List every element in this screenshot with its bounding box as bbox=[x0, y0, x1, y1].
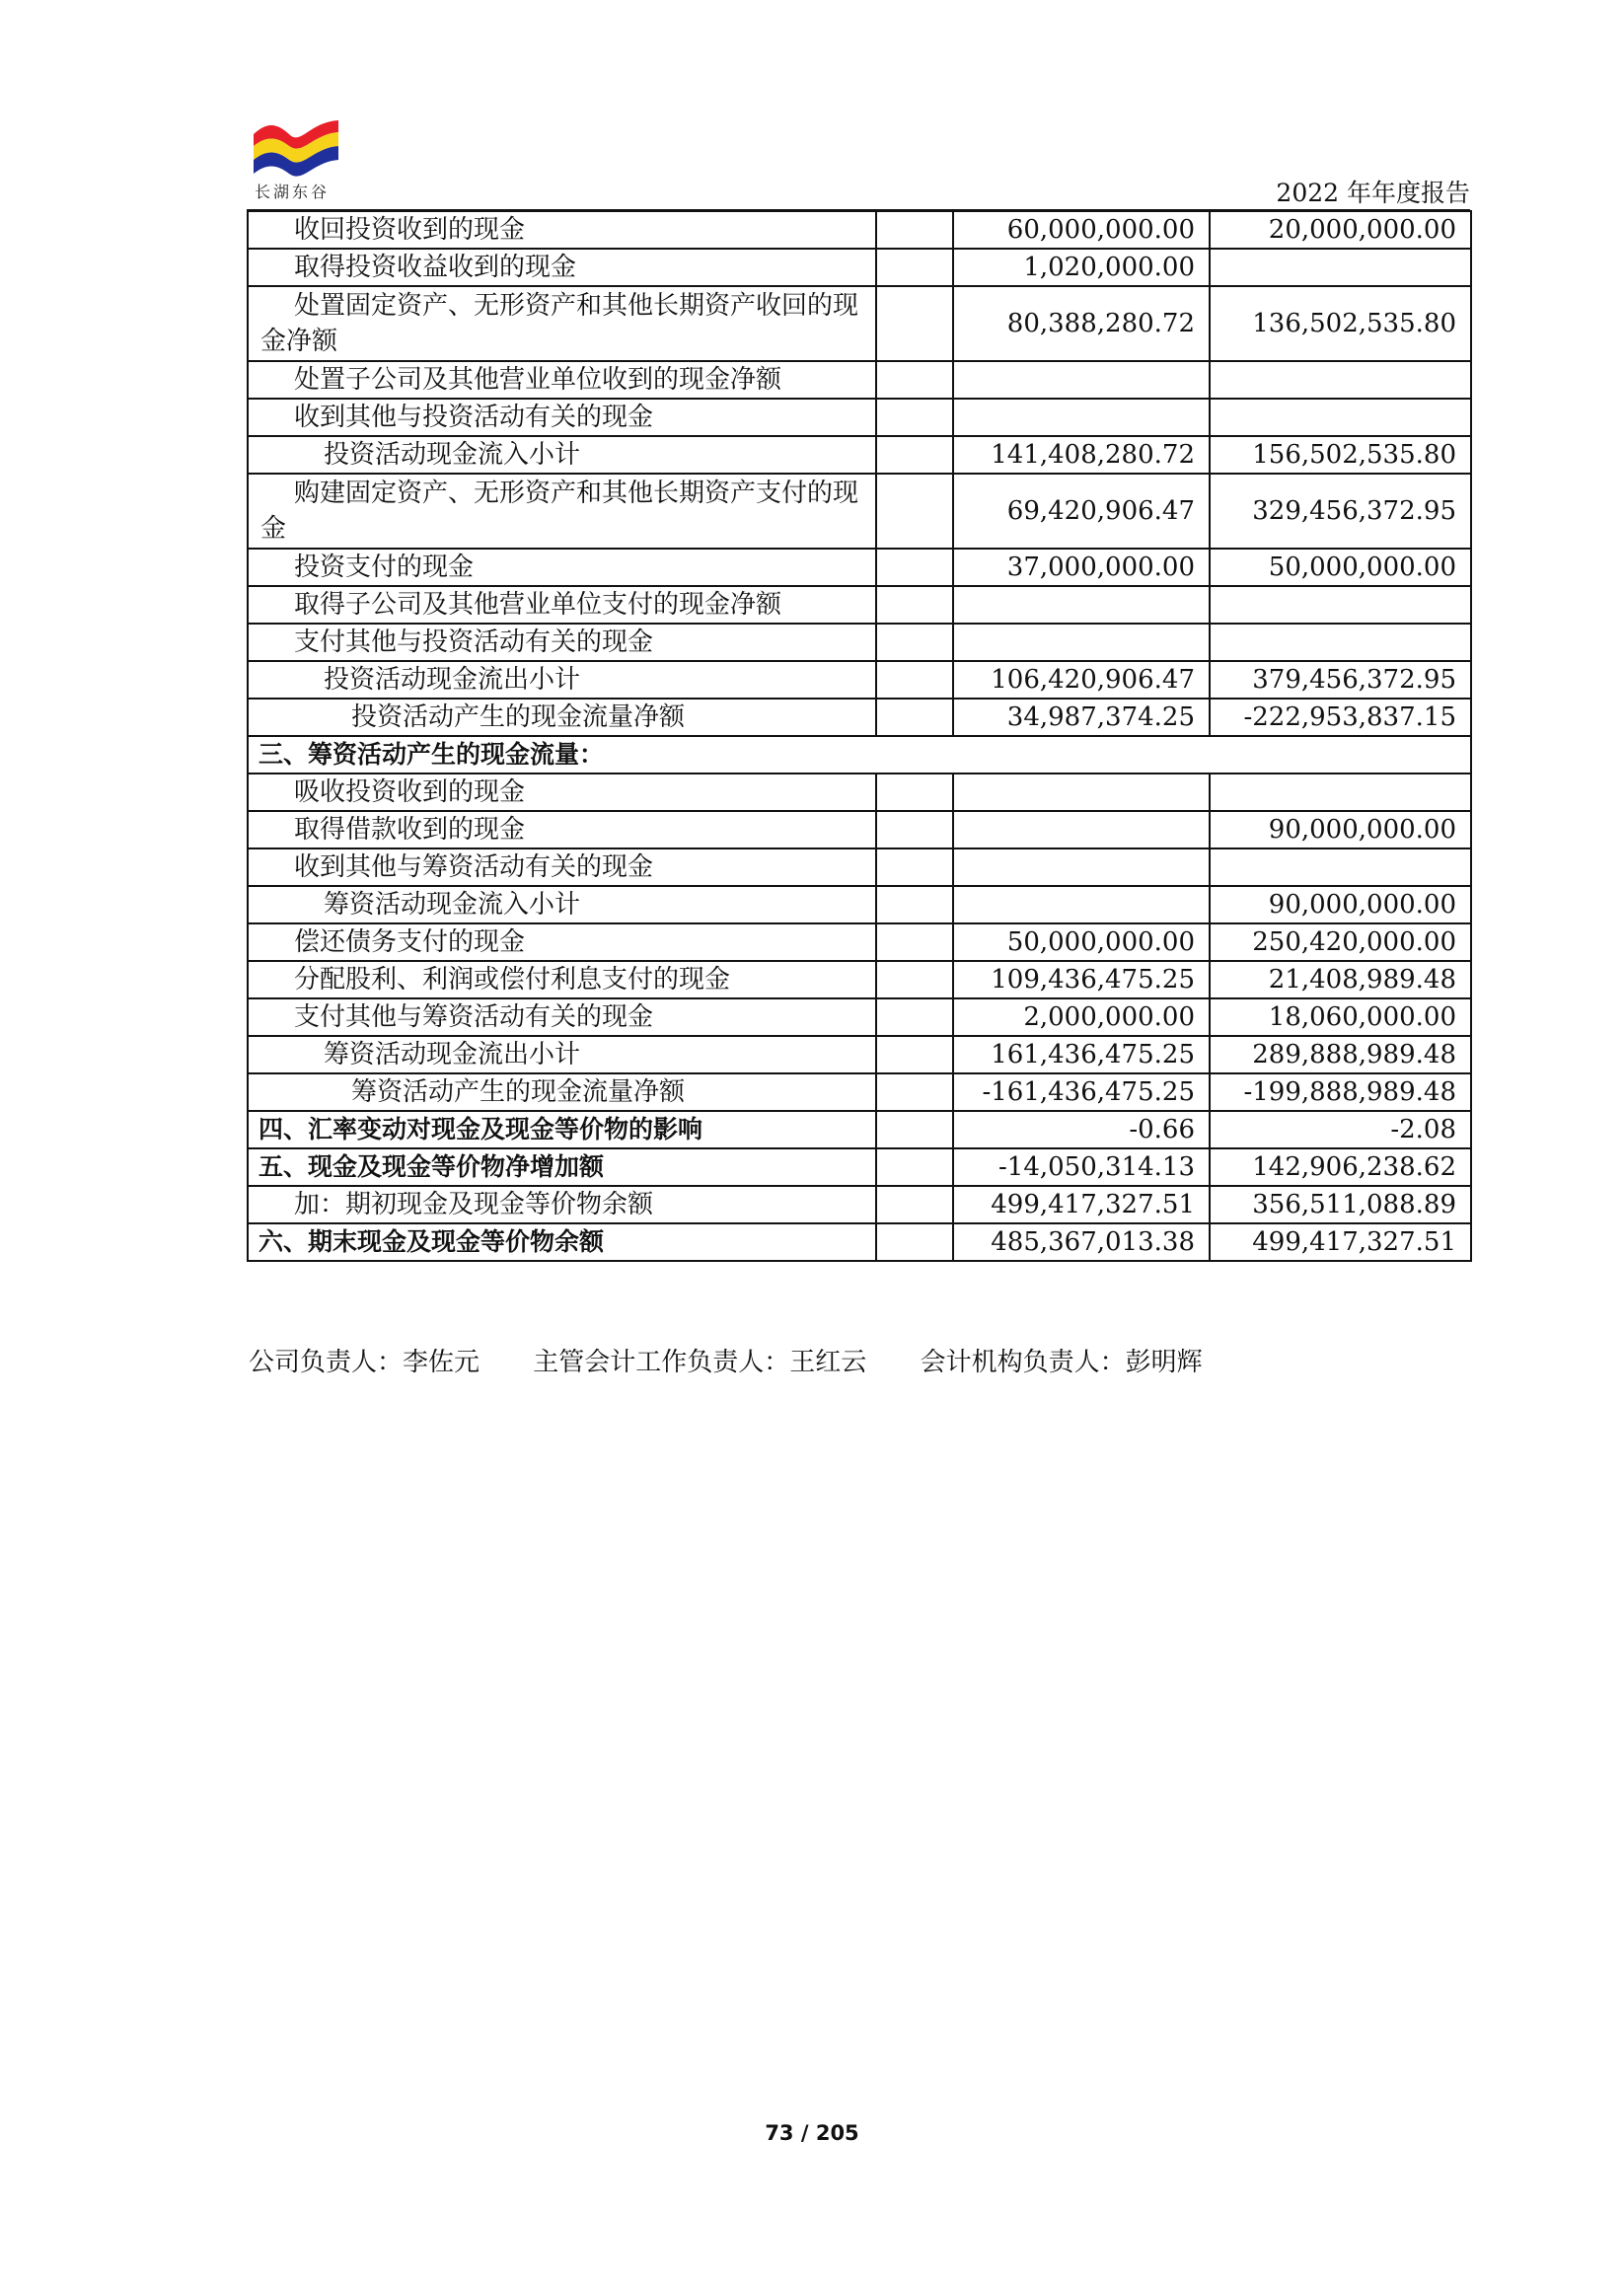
row-label: 五、现金及现金等价物净增加额 bbox=[248, 1148, 876, 1186]
row-label: 取得借款收到的现金 bbox=[248, 811, 876, 848]
row-current: -14,050,314.13 bbox=[953, 1148, 1210, 1186]
row-label: 支付其他与投资活动有关的现金 bbox=[248, 624, 876, 661]
row-current: 37,000,000.00 bbox=[953, 549, 1210, 586]
row-note bbox=[876, 699, 953, 736]
row-note bbox=[876, 1036, 953, 1073]
row-current bbox=[953, 811, 1210, 848]
row-label: 取得投资收益收到的现金 bbox=[248, 249, 876, 286]
row-note bbox=[876, 1186, 953, 1223]
logo-waves-icon bbox=[252, 116, 340, 185]
row-previous bbox=[1210, 586, 1471, 624]
row-note bbox=[876, 586, 953, 624]
row-previous: 356,511,088.89 bbox=[1210, 1186, 1471, 1223]
table-row bbox=[248, 1073, 1471, 1111]
row-note bbox=[876, 1148, 953, 1186]
table-row bbox=[248, 436, 1471, 474]
row-current: 161,436,475.25 bbox=[953, 1036, 1210, 1073]
row-previous: 289,888,989.48 bbox=[1210, 1036, 1471, 1073]
row-note bbox=[876, 998, 953, 1036]
table-row bbox=[248, 249, 1471, 286]
row-label: 收到其他与投资活动有关的现金 bbox=[248, 399, 876, 436]
accounting-org-head-signature: 会计机构负责人：彭明辉 bbox=[920, 1348, 1203, 1377]
table-row bbox=[248, 549, 1471, 586]
cash-flow-table bbox=[247, 210, 1472, 1262]
row-note bbox=[876, 399, 953, 436]
row-current bbox=[953, 361, 1210, 399]
row-previous: 142,906,238.62 bbox=[1210, 1148, 1471, 1186]
table-row bbox=[248, 774, 1471, 811]
row-label: 收回投资收到的现金 bbox=[248, 211, 876, 249]
row-current: 106,420,906.47 bbox=[953, 661, 1210, 699]
row-current: 499,417,327.51 bbox=[953, 1186, 1210, 1223]
row-previous: 18,060,000.00 bbox=[1210, 998, 1471, 1036]
table-row bbox=[248, 361, 1471, 399]
table-row bbox=[248, 586, 1471, 624]
row-previous: 329,456,372.95 bbox=[1210, 474, 1471, 549]
row-label: 支付其他与筹资活动有关的现金 bbox=[248, 998, 876, 1036]
row-note bbox=[876, 286, 953, 361]
row-previous: -2.08 bbox=[1210, 1111, 1471, 1148]
table-row bbox=[248, 923, 1471, 961]
table-row bbox=[248, 998, 1471, 1036]
row-label: 偿还债务支付的现金 bbox=[248, 923, 876, 961]
row-note bbox=[876, 811, 953, 848]
row-label: 投资活动现金流入小计 bbox=[248, 436, 876, 474]
table-row bbox=[248, 661, 1471, 699]
row-note bbox=[876, 624, 953, 661]
row-current: 69,420,906.47 bbox=[953, 474, 1210, 549]
row-current bbox=[953, 399, 1210, 436]
row-note bbox=[876, 774, 953, 811]
row-current: 34,987,374.25 bbox=[953, 699, 1210, 736]
row-note bbox=[876, 1073, 953, 1111]
table-row bbox=[248, 211, 1471, 249]
table-row bbox=[248, 1223, 1471, 1261]
row-note bbox=[876, 436, 953, 474]
row-current: 485,367,013.38 bbox=[953, 1223, 1210, 1261]
row-current: 2,000,000.00 bbox=[953, 998, 1210, 1036]
row-label: 四、汇率变动对现金及现金等价物的影响 bbox=[248, 1111, 876, 1148]
row-note bbox=[876, 661, 953, 699]
report-title: 2022 年年度报告 bbox=[1276, 179, 1470, 207]
row-current bbox=[953, 886, 1210, 923]
row-previous: 136,502,535.80 bbox=[1210, 286, 1471, 361]
row-previous: 21,408,989.48 bbox=[1210, 961, 1471, 998]
row-previous: 379,456,372.95 bbox=[1210, 661, 1471, 699]
table-row bbox=[248, 1148, 1471, 1186]
row-current bbox=[953, 624, 1210, 661]
row-label: 处置子公司及其他营业单位收到的现金净额 bbox=[248, 361, 876, 399]
row-current: 1,020,000.00 bbox=[953, 249, 1210, 286]
row-previous: -199,888,989.48 bbox=[1210, 1073, 1471, 1111]
row-label: 分配股利、利润或偿付利息支付的现金 bbox=[248, 961, 876, 998]
table-row bbox=[248, 886, 1471, 923]
row-previous bbox=[1210, 624, 1471, 661]
row-current bbox=[953, 774, 1210, 811]
row-note bbox=[876, 361, 953, 399]
row-current: -0.66 bbox=[953, 1111, 1210, 1148]
row-note bbox=[876, 1223, 953, 1261]
row-previous bbox=[1210, 399, 1471, 436]
row-note bbox=[876, 549, 953, 586]
row-current bbox=[953, 848, 1210, 886]
section-header-row bbox=[248, 736, 1471, 774]
table-row bbox=[248, 961, 1471, 998]
row-note bbox=[876, 1111, 953, 1148]
row-label: 筹资活动现金流入小计 bbox=[248, 886, 876, 923]
table-row bbox=[248, 848, 1471, 886]
row-previous bbox=[1210, 848, 1471, 886]
table-row bbox=[248, 1036, 1471, 1073]
row-note bbox=[876, 474, 953, 549]
row-note bbox=[876, 961, 953, 998]
row-label: 筹资活动现金流出小计 bbox=[248, 1036, 876, 1073]
row-note bbox=[876, 211, 953, 249]
row-current: 80,388,280.72 bbox=[953, 286, 1210, 361]
table-row bbox=[248, 811, 1471, 848]
row-current: 60,000,000.00 bbox=[953, 211, 1210, 249]
row-previous bbox=[1210, 774, 1471, 811]
table-row bbox=[248, 286, 1471, 361]
row-label: 投资活动现金流出小计 bbox=[248, 661, 876, 699]
accounting-head-signature: 主管会计工作负责人：王红云 bbox=[533, 1348, 867, 1377]
section-header-financing: 三、筹资活动产生的现金流量： bbox=[248, 736, 1471, 774]
row-label: 处置固定资产、无形资产和其他长期资产收回的现金净额 bbox=[248, 286, 876, 361]
row-current bbox=[953, 586, 1210, 624]
row-note bbox=[876, 923, 953, 961]
row-note bbox=[876, 848, 953, 886]
row-previous: 250,420,000.00 bbox=[1210, 923, 1471, 961]
row-label: 购建固定资产、无形资产和其他长期资产支付的现金 bbox=[248, 474, 876, 549]
row-previous: -222,953,837.15 bbox=[1210, 699, 1471, 736]
row-label: 吸收投资收到的现金 bbox=[248, 774, 876, 811]
row-previous: 20,000,000.00 bbox=[1210, 211, 1471, 249]
company-head-signature: 公司负责人：李佐元 bbox=[249, 1348, 480, 1377]
row-label: 收到其他与筹资活动有关的现金 bbox=[248, 848, 876, 886]
table-row bbox=[248, 1186, 1471, 1223]
row-current: 50,000,000.00 bbox=[953, 923, 1210, 961]
table-row bbox=[248, 1111, 1471, 1148]
logo-text: 长湖东谷 bbox=[255, 183, 331, 201]
table-row bbox=[248, 624, 1471, 661]
row-current: 141,408,280.72 bbox=[953, 436, 1210, 474]
row-current: -161,436,475.25 bbox=[953, 1073, 1210, 1111]
signature-line bbox=[249, 1342, 1248, 1378]
row-note bbox=[876, 249, 953, 286]
row-current: 109,436,475.25 bbox=[953, 961, 1210, 998]
row-previous: 50,000,000.00 bbox=[1210, 549, 1471, 586]
row-previous bbox=[1210, 361, 1471, 399]
table-row bbox=[248, 474, 1471, 549]
row-previous bbox=[1210, 249, 1471, 286]
row-previous: 90,000,000.00 bbox=[1210, 811, 1471, 848]
table-row bbox=[248, 699, 1471, 736]
page-number: 73 / 205 bbox=[765, 2121, 859, 2145]
row-label: 投资支付的现金 bbox=[248, 549, 876, 586]
row-label: 投资活动产生的现金流量净额 bbox=[248, 699, 876, 736]
row-previous: 90,000,000.00 bbox=[1210, 886, 1471, 923]
row-note bbox=[876, 886, 953, 923]
row-label: 加：期初现金及现金等价物余额 bbox=[248, 1186, 876, 1223]
row-previous: 156,502,535.80 bbox=[1210, 436, 1471, 474]
table-row bbox=[248, 399, 1471, 436]
row-label: 六、期末现金及现金等价物余额 bbox=[248, 1223, 876, 1261]
row-previous: 499,417,327.51 bbox=[1210, 1223, 1471, 1261]
row-label: 筹资活动产生的现金流量净额 bbox=[248, 1073, 876, 1111]
row-label: 取得子公司及其他营业单位支付的现金净额 bbox=[248, 586, 876, 624]
